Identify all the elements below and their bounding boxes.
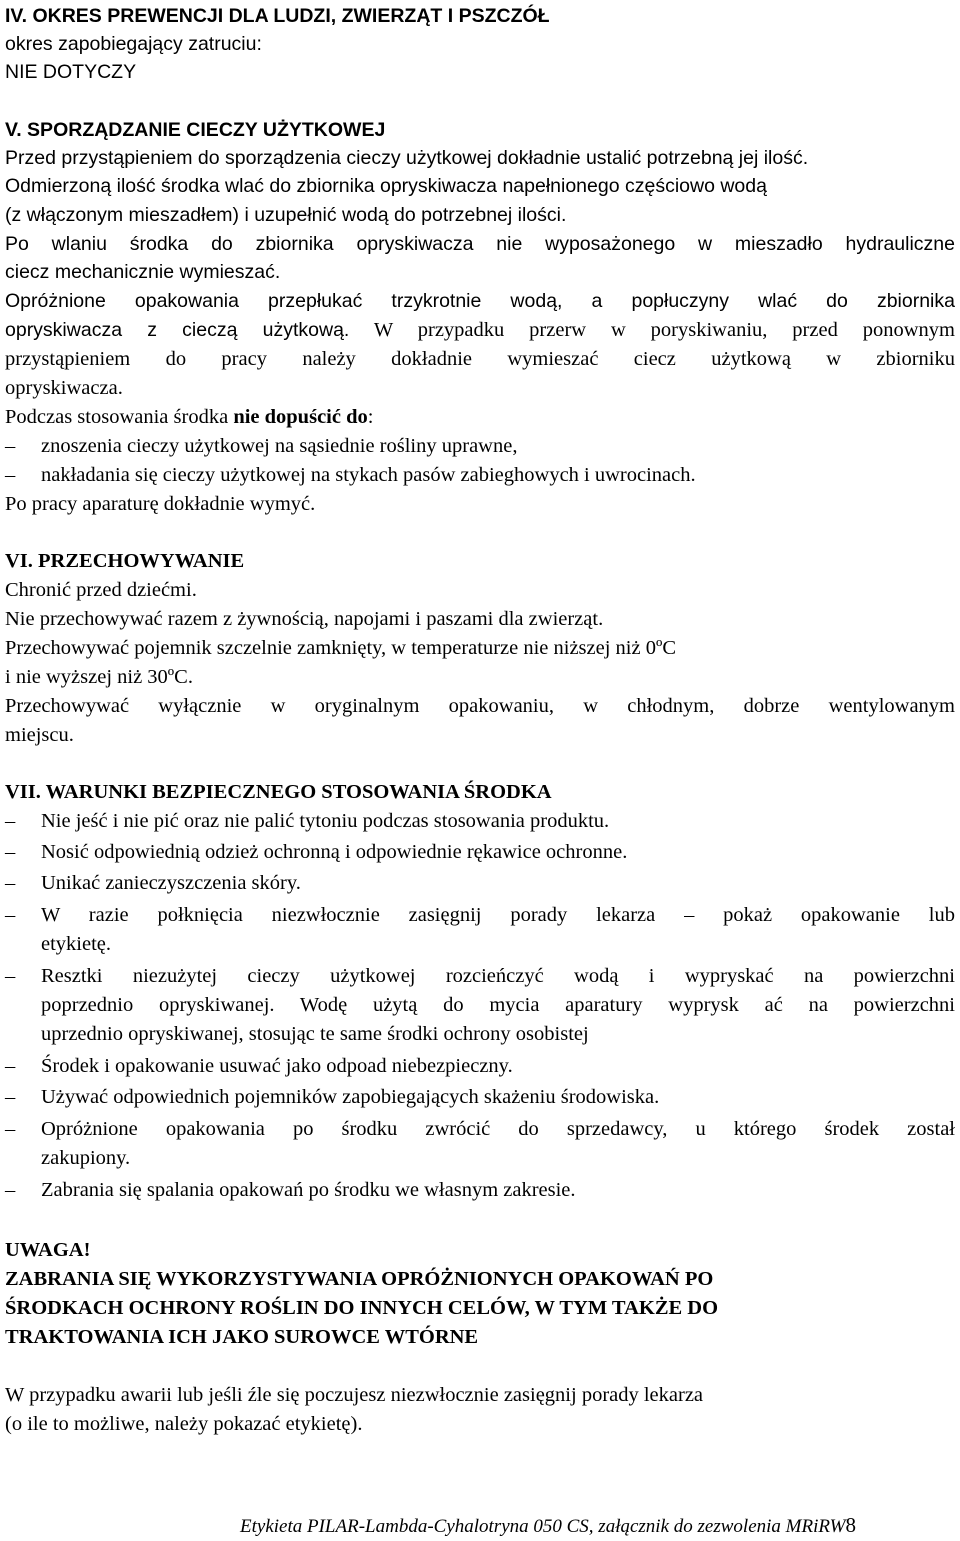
- prep-paragraph-4-line-3: przystąpieniem do pracy należy dokładnie wymieszać ciecz użytkową w zbiorniku: [5, 348, 955, 370]
- section-7-heading: VII. WARUNKI BEZPIECZNEGO STOSOWANIA ŚRODKA: [5, 781, 552, 803]
- safety-item-7: Używać odpowiednich pojemników zapobiegających skażeniu środowiska.: [41, 1086, 660, 1108]
- warning-line-3: TRAKTOWANIA ICH JAKO SUROWCE WTÓRNE: [5, 1326, 479, 1348]
- warning-line-1: ZABRANIA SIĘ WYKORZYSTYWANIA OPRÓŻNIONYCH OPAKOWAŃ PO: [5, 1268, 714, 1290]
- prevention-period-value: NIE DOTYCZY: [5, 61, 137, 83]
- prep-paragraph-4-line-2: [5, 316, 955, 346]
- safety-item-8-line-2: zakupiony.: [41, 1147, 131, 1169]
- prep-paragraph-3-line-1: Po wlaniu środka do zbiornika opryskiwacza nie wyposażonego w mieszadło hydrauliczne: [5, 233, 955, 255]
- prep-paragraph-4-line-4: opryskiwacza.: [5, 377, 123, 399]
- storage-line-3: Przechowywać pojemnik szczelnie zamknięty, w temperaturze nie niższej niż 0ºC: [5, 637, 677, 659]
- prep-paragraph-4-line-2-part-a: opryskiwacza z cieczą użytkową.: [5, 319, 350, 341]
- safety-item-2: Nosić odpowiednią odzież ochronną i odpowiednie rękawice ochronne.: [41, 841, 628, 863]
- safety-item-1: Nie jeść i nie pić oraz nie palić tytoniu podczas stosowania produktu.: [41, 810, 610, 832]
- page-number: 8: [845, 1513, 856, 1537]
- after-work-instruction: Po pracy aparaturę dokładnie wymyć.: [5, 493, 316, 515]
- dash-bullet-icon: –: [5, 965, 16, 987]
- dash-bullet-icon: –: [5, 841, 16, 863]
- dash-bullet-icon: –: [5, 435, 16, 457]
- safety-item-5-line-2: poprzednio opryskiwanej. Wodę użytą do mycia aparatury wyprysk ać na powierzchni: [41, 994, 955, 1016]
- warning-line-2: ŚRODKACH OCHRONY ROŚLIN DO INNYCH CELÓW, W TYM TAKŻE DO: [5, 1297, 719, 1319]
- footer-text: Etykieta PILAR-Lambda-Cyhalotryna 050 CS, załącznik do zezwolenia MRiRW: [240, 1516, 846, 1537]
- dash-bullet-icon: –: [5, 1086, 16, 1108]
- dash-bullet-icon: –: [5, 904, 16, 926]
- safety-item-8-line-1: Opróżnione opakowania po środku zwrócić do sprzedawcy, u którego środek został: [41, 1118, 955, 1140]
- emergency-line-2: (o ile to możliwe, należy pokazać etykietę).: [5, 1413, 363, 1435]
- section-6-heading: VI. PRZECHOWYWANIE: [5, 550, 245, 572]
- restrictions-intro-text: Podczas stosowania środka: [5, 406, 234, 428]
- dash-bullet-icon: –: [5, 1179, 16, 1201]
- dash-bullet-icon: –: [5, 872, 16, 894]
- safety-item-5-line-3: uprzednio opryskiwanej, stosując te same środki ochrony osobistej: [41, 1023, 589, 1045]
- restrictions-intro-colon: :: [367, 406, 374, 428]
- restrictions-intro-bold: nie dopuścić do: [233, 406, 368, 428]
- dash-bullet-icon: –: [5, 1118, 16, 1140]
- storage-line-2: Nie przechowywać razem z żywnością, napojami i paszami dla zwierząt.: [5, 608, 604, 630]
- prep-paragraph-2-line-1: Odmierzoną ilość środka wlać do zbiornika opryskiwacza napełnionego częściowo wodą: [5, 175, 767, 197]
- prevention-period-label: okres zapobiegający zatruciu:: [5, 33, 262, 55]
- dash-bullet-icon: –: [5, 810, 16, 832]
- dash-bullet-icon: –: [5, 464, 16, 486]
- safety-item-3: Unikać zanieczyszczenia skóry.: [41, 872, 301, 894]
- safety-item-6: Środek i opakowanie usuwać jako odpoad niebezpieczny.: [41, 1055, 513, 1077]
- storage-line-1: Chronić przed dziećmi.: [5, 579, 197, 601]
- section-5-heading: V. SPORZĄDZANIE CIECZY UŻYTKOWEJ: [5, 119, 386, 141]
- storage-line-6: miejscu.: [5, 724, 74, 746]
- storage-line-5: Przechowywać wyłącznie w oryginalnym opakowaniu, w chłodnym, dobrze wentylowanym: [5, 695, 955, 717]
- prep-paragraph-2-line-2: (z włączonym mieszadłem) i uzupełnić wodą do potrzebnej ilości.: [5, 204, 567, 226]
- page-footer: [240, 1513, 856, 1539]
- storage-line-4: i nie wyższej niż 30ºC.: [5, 666, 193, 688]
- prep-paragraph-3-line-2: ciecz mechanicznie wymieszać.: [5, 261, 281, 283]
- emergency-line-1: W przypadku awarii lub jeśli źle się poczujesz niezwłocznie zasięgnij porady lekarza: [5, 1384, 704, 1406]
- prep-paragraph-4-line-2-part-b: W przypadku przerw w poryskiwaniu, przed ponownym: [349, 319, 955, 341]
- section-4-heading: IV. OKRES PREWENCJI DLA LUDZI, ZWIERZĄT I PSZCZÓŁ: [5, 5, 550, 27]
- prep-restrictions-intro: [5, 403, 373, 431]
- safety-item-5-line-1: Resztki niezużytej cieczy użytkowej rozcieńczyć wodą i wypryskać na powierzchni: [41, 965, 955, 987]
- warning-label: UWAGA!: [5, 1239, 91, 1261]
- safety-item-4-line-1: W razie połknięcia niezwłocznie zasięgnij porady lekarza – pokaż opakowanie lub: [41, 904, 955, 926]
- safety-item-4-line-2: etykietę.: [41, 933, 112, 955]
- dash-bullet-icon: –: [5, 1055, 16, 1077]
- safety-item-9: Zabrania się spalania opakowań po środku we własnym zakresie.: [41, 1179, 576, 1201]
- restriction-item-1: znoszenia cieczy użytkowej na sąsiednie rośliny uprawne,: [41, 435, 518, 457]
- prep-paragraph-4-line-1: Opróżnione opakowania przepłukać trzykrotnie wodą, a popłuczyny wlać do zbiornika: [5, 290, 955, 312]
- restriction-item-2: nakładania się cieczy użytkowej na stykach pasów zabieghowych i uwrocinach.: [41, 464, 696, 486]
- prep-paragraph-1: Przed przystąpieniem do sporządzenia cieczy użytkowej dokładnie ustalić potrzebną jej ilość.: [5, 147, 809, 169]
